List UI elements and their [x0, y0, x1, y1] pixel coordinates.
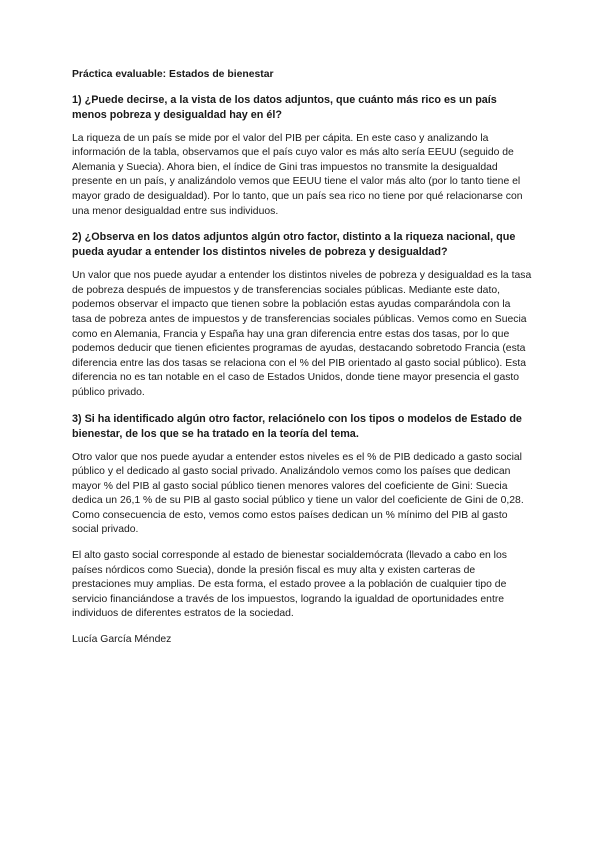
answer-3-paragraph-2: El alto gasto social corresponde al estado de bienestar socialdemócrata (llevado a cabo en los países nórdicos como Suecia), donde la presión fiscal es muy alta y existen carteras de prestaciones muy amplias. De esta forma, el estado provee a la población de cualquier tipo de servicio financiándose a través de los impuestos, logrando la igualdad de oportunidades entre individuos de diferentes estratos de la sociedad. — [72, 550, 507, 620]
question-1-heading: 1) ¿Puede decirse, a la vista de los datos adjuntos, que cuánto más rico es un país menos pobreza y desigualdad hay en él? — [72, 93, 497, 121]
section-3 — [72, 412, 532, 623]
question-2-heading: 2) ¿Observa en los datos adjuntos algún otro factor, distinto a la riqueza nacional, que pueda ayudar a entender los distintos niveles de pobreza y desigualdad? — [72, 231, 516, 259]
author-signature: Lucía García Méndez — [72, 634, 172, 646]
answer-3-paragraph-1: Otro valor que nos puede ayudar a entender estos niveles es el % de PIB dedicado a gasto social público y el dedicado al gasto social privado. Analizándolo vemos como los países que dedican mayor % del PIB al gasto social público tienen menores valores del coeficiente de Gini: Suecia dedica un 26,1 % de su PIB al gasto social público y tiene un valor del coeficiente de Gini de 0,28. Como consecuencia de esto, vemos como estos países dedican un % mínimo del PIB al gasto social privado. — [72, 451, 524, 536]
section-1 — [72, 93, 532, 220]
document-page — [72, 68, 532, 648]
answer-2-paragraph: Un valor que nos puede ayudar a entender los distintos niveles de pobreza y desigualdad es la tasa de pobreza después de impuestos y de transferencias sociales públicas. Mediante este dato, podemos observar el impacto que tienen sobre la población estas ayudas comparándola con la tasa de pobreza antes de impuestos y de transferencias sociales públicas. Vemos como en Suecia como en Alemania, Francia y España hay una gran diferencia entre estas dos tasas, por lo que podemos deducir que tienen eficientes programas de ayudas, destacando sobretodo Francia (esta diferencia entre las dos tasas se relaciona con el % del PIB orientado al gasto social público). Esta diferencia no es tan notable en el caso de Estados Unidos, donde tiene mayor presencia el gasto público privado. — [72, 270, 532, 398]
document-title: Práctica evaluable: Estados de bienestar — [72, 69, 274, 80]
answer-1-paragraph: La riqueza de un país se mide por el valor del PIB per cápita. En este caso y analizando la información de la tabla, observamos que el país cuyo valor es más alto sería EEUU (seguido de Alemania y Suecia). Ahora bien, el índice de Gini tras impuestos no transmite la desigualdad presente en un país, y analizándolo vemos que EEUU tiene el valor más alto (por lo tanto tiene el mayor grado de desigualdad). Por lo tanto, que un país sea rico no tiene por qué relacionarse con una menor desigualdad entre sus individuos. — [72, 132, 523, 217]
question-3-heading: 3) Si ha identificado algún otro factor, relaciónelo con los tipos o modelos de Estado de bienestar, de los que se ha tratado en la teoría del tema. — [72, 412, 522, 440]
section-2 — [72, 230, 532, 400]
